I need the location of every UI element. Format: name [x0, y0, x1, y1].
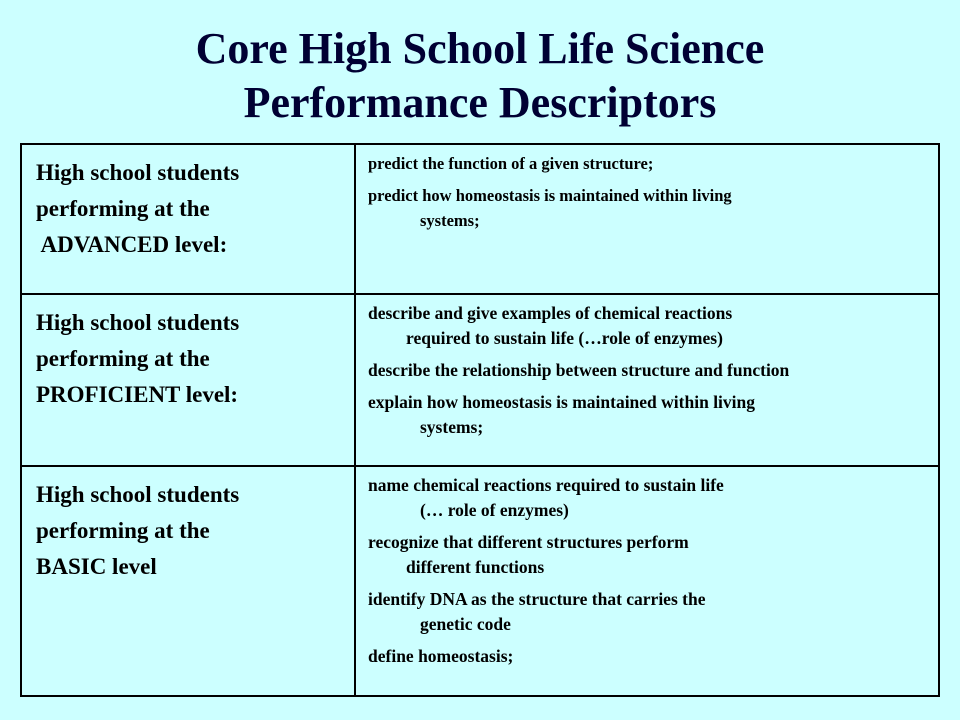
descriptor-continuation: (… role of enzymes) [420, 500, 569, 520]
descriptor-item [368, 151, 930, 176]
descriptor-text: predict how homeostasis is maintained within living [368, 186, 732, 205]
descriptor-text: describe the relationship between structure and function [368, 360, 790, 380]
level-text-line: High school students [36, 310, 240, 335]
level-cell-basic [21, 466, 355, 696]
descriptor-text: describe and give examples of chemical reactions [368, 303, 733, 323]
descriptor-item [368, 587, 930, 637]
table-row-basic [21, 466, 939, 696]
descriptor-continuation: systems; [420, 211, 480, 230]
descriptor-cell-proficient [355, 294, 939, 466]
descriptor-text: define homeostasis; [368, 646, 514, 666]
descriptor-cell-advanced [355, 144, 939, 294]
level-name: ADVANCED level: [36, 232, 228, 257]
level-name: PROFICIENT level: [36, 382, 239, 407]
descriptor-continuation: genetic code [420, 614, 511, 634]
descriptor-text: predict the function of a given structure; [368, 154, 654, 173]
slide-title [0, 22, 960, 130]
level-text-line: performing at the [36, 518, 210, 543]
level-name: BASIC level [36, 554, 157, 579]
descriptor-item [368, 473, 930, 523]
descriptor-text: explain how homeostasis is maintained within living [368, 392, 756, 412]
descriptor-continuation: systems; [420, 417, 484, 437]
level-text-line: High school students [36, 482, 240, 507]
slide-title-line-1: Core High School Life Science [195, 24, 765, 73]
table-row-advanced [21, 144, 939, 294]
descriptor-text: name chemical reactions required to sustain life [368, 475, 724, 495]
performance-descriptors-table [20, 143, 940, 697]
descriptor-cell-basic [355, 466, 939, 696]
slide-title-line-2: Performance Descriptors [243, 78, 717, 127]
level-cell-proficient [21, 294, 355, 466]
descriptor-item [368, 530, 930, 580]
descriptor-continuation: different functions [406, 557, 545, 577]
descriptor-text: recognize that different structures perform [368, 532, 689, 552]
descriptor-text: identify DNA as the structure that carries the [368, 589, 706, 609]
level-text-line: High school students [36, 160, 240, 185]
level-text-line: performing at the [36, 346, 210, 371]
level-text-line: performing at the [36, 196, 210, 221]
descriptor-continuation: required to sustain life (…role of enzymes) [406, 328, 723, 348]
level-cell-advanced [21, 144, 355, 294]
descriptor-item [368, 644, 930, 669]
table-row-proficient [21, 294, 939, 466]
descriptor-item [368, 390, 930, 440]
descriptor-item [368, 183, 930, 233]
descriptor-item [368, 358, 930, 383]
descriptor-item [368, 301, 930, 351]
